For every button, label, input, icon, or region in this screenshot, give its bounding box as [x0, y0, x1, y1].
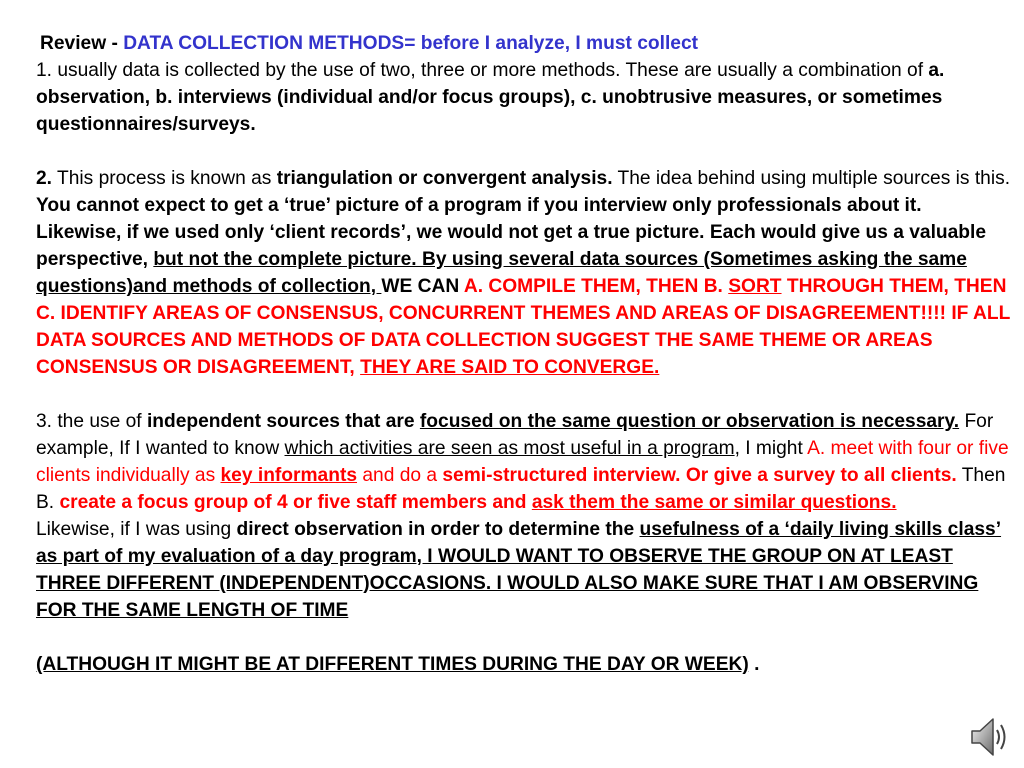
p3-text-8: key informants [220, 465, 358, 486]
p2-text-2: This process is known as [52, 168, 277, 189]
p2-text-5: You cannot expect to get a ‘true’ picture of a program if you interview only professionals about it. Likewise, if we used only ‘client records’, we would not get a true picture. Each would give us a valuable perspective, [36, 195, 987, 270]
spacer [36, 138, 1011, 165]
p3-text-12: create a focus group of 4 or five staff members and [59, 492, 532, 513]
p1-text-2: a. observation, b. interviews (individual and/or focus groups), c. unobtrusive measures, or sometimes questionnaires/surveys. [36, 60, 945, 135]
paragraph-2 [36, 165, 1011, 381]
slide-title [36, 30, 1011, 57]
p3-text-7: A. meet with four or five clients individually as [36, 438, 1009, 486]
paragraph-5 [36, 651, 1011, 678]
spacer [36, 381, 1011, 408]
p4-text-2: direct observation in order to determine the [236, 519, 640, 540]
p3-text-2: independent sources that are [146, 411, 420, 432]
spacer [36, 624, 1011, 651]
paragraph-3 [36, 408, 1011, 516]
speaker-icon[interactable] [966, 713, 1012, 761]
p4-text-3: usefulness of a ‘daily living skills class’ as part of my evaluation of a day program, I WOULD WANT TO OBSERVE THE GROUP ON AT LEAST THREE DIFFERENT (INDEPENDENT)OCCASIONS. I WOULD ALSO MAKE SURE THAT I AM OBSERVING FOR THE SAME LENGTH OF TIME [36, 519, 1002, 621]
p3-text-10: semi-structured interview. Or give a survey to all clients. [442, 465, 957, 486]
p2-text-3: triangulation or convergent analysis. [276, 168, 613, 189]
p2-text-8: A. COMPILE THEM, THEN B. [463, 276, 729, 297]
title-prefix: Review - [40, 33, 124, 54]
p2-text-6: but not the complete picture. By using several data sources (Sometimes asking the same questions)and methods of collection, [36, 249, 967, 297]
p2-text-10: THROUGH THEM, THEN C. IDENTIFY AREAS OF CONSENSUS, CONCURRENT THEMES AND AREAS OF DISAGREEMENT!!!! IF ALL DATA SOURCES AND METHODS OF DATA COLLECTION SUGGEST THE SAME THEME OR AREAS CONSENSUS OR DISAGREEMENT, [36, 276, 1010, 378]
p2-text-11: THEY ARE SAID TO CONVERGE. [360, 357, 660, 378]
p2-text-4: The idea behind using multiple sources is this. [612, 168, 1011, 189]
p3-text-9: and do a [357, 465, 443, 486]
p2-text-7: WE CAN [381, 276, 464, 297]
slide-body [36, 30, 1011, 678]
paragraph-4 [36, 516, 1011, 624]
p3-text-3: focused on the same question or observation is necessary. [419, 411, 960, 432]
p3-text-11: Then B. [36, 465, 1006, 513]
p3-text-4: For example, If I wanted to know [36, 411, 994, 459]
p3-text-13: ask them the same or similar questions. [531, 492, 897, 513]
p5-text-1: (ALTHOUGH IT MIGHT BE AT DIFFERENT TIMES DURING THE DAY OR WEEK) [36, 654, 749, 675]
title-main: DATA COLLECTION METHODS= before I analyze, I must collect [123, 33, 699, 54]
paragraph-1 [36, 57, 1011, 138]
p3-text-6: , I might [734, 438, 808, 459]
p2-text-9: SORT [728, 276, 782, 297]
p4-text-1: Likewise, if I was using [36, 519, 237, 540]
p5-text-2: . [748, 654, 760, 675]
p3-text-5: which activities are seen as most useful in a program [284, 438, 735, 459]
p1-text-1: 1. usually data is collected by the use of two, three or more methods. These are usually a combination of [36, 60, 929, 81]
p2-number: 2. [36, 168, 53, 189]
p3-text-1: 3. the use of [36, 411, 147, 432]
